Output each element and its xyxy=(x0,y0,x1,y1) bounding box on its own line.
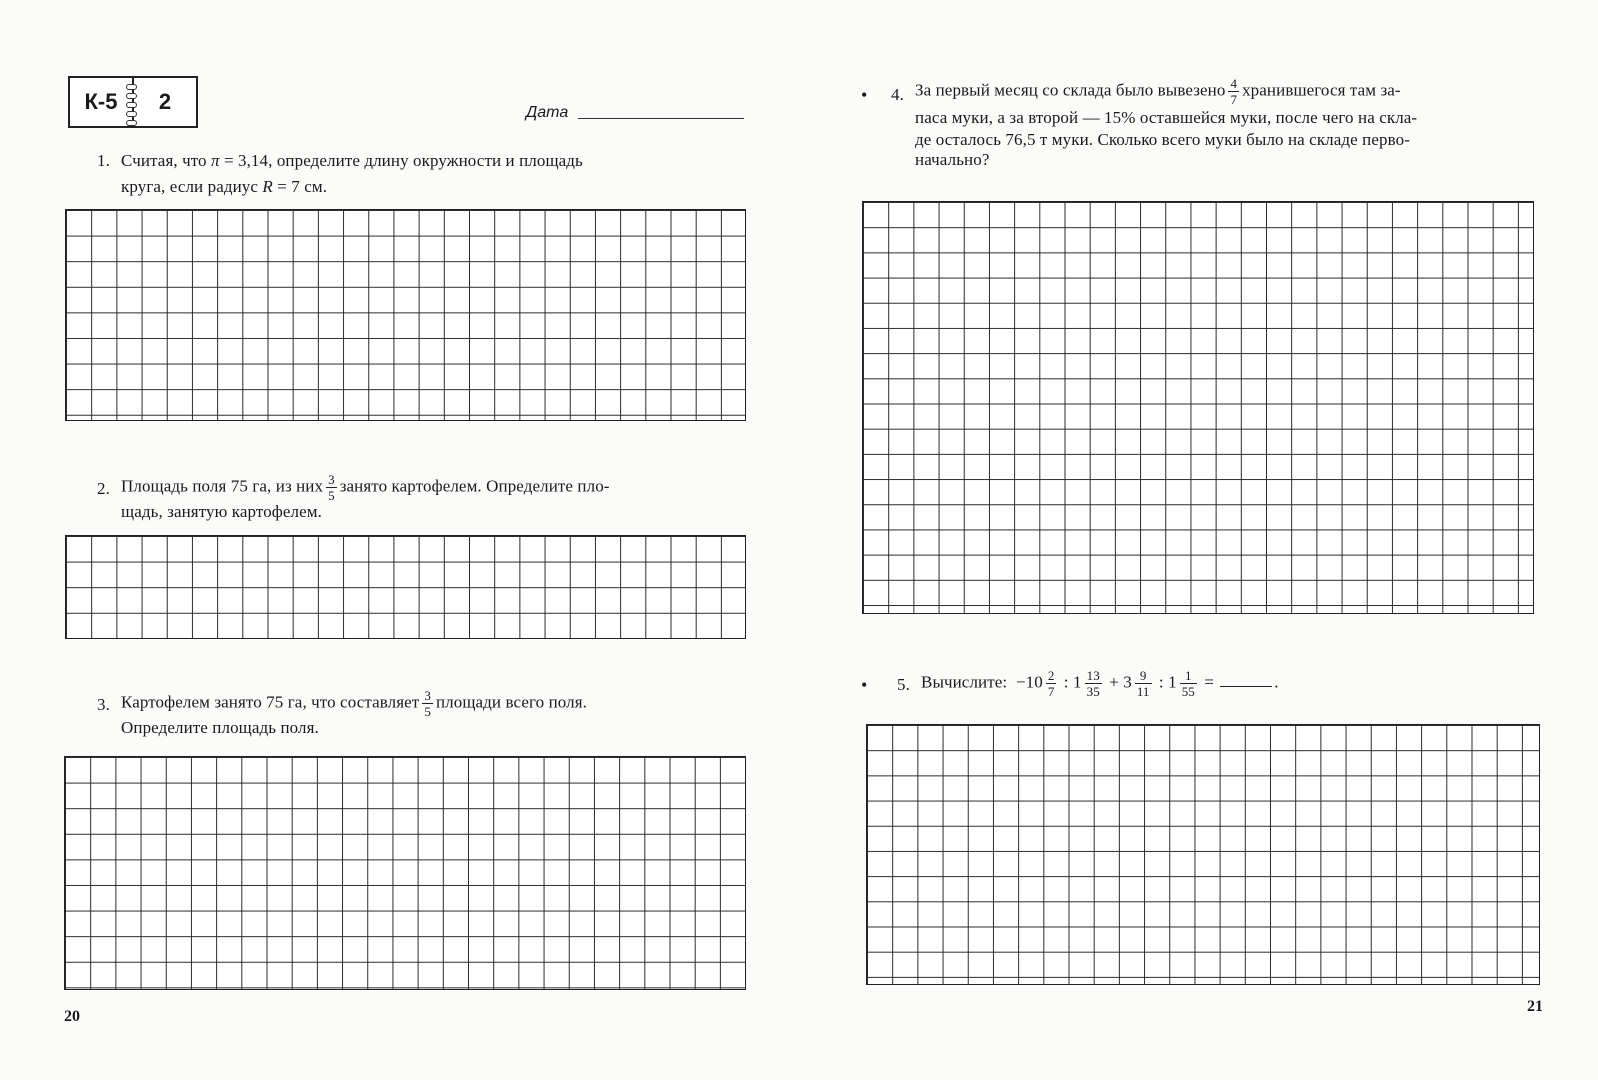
task-number: 2. xyxy=(97,479,110,498)
fraction: $\frac{1}{55}$ xyxy=(1181,668,1195,699)
task-text-line: щадь, занятую картофелем. xyxy=(121,502,322,521)
test-code: К-5 xyxy=(70,78,134,126)
fraction: $\frac{2}{7}$ xyxy=(1047,668,1055,699)
task-3 xyxy=(97,688,751,741)
fraction: $\frac{3}{5}$ xyxy=(424,688,431,719)
answer-grid-2[interactable] xyxy=(65,535,746,639)
task-2 xyxy=(97,472,751,525)
task-text-line: Площадь поля 75 га, из них $\frac{3}{5}$ занято картофелем. Определите пло- xyxy=(121,472,610,503)
page-number-left: 20 xyxy=(64,1008,80,1025)
task-text-line: круга, если радиус R = 7 см. xyxy=(121,177,328,196)
expression: Вычислите: −10 $\frac{2}{7}$ : 1 $\frac{13}{35}$ + 3 $\frac{9}{11}$ : 1 $\frac{1}{55}$ = . xyxy=(921,668,1279,699)
task-number: 1. xyxy=(97,151,110,170)
answer-grid-1[interactable] xyxy=(65,209,746,421)
task-text-line: Определите площадь поля. xyxy=(121,718,319,737)
task-number: 3. xyxy=(97,695,110,714)
test-badge xyxy=(68,76,198,128)
page-number-right: 21 xyxy=(1527,998,1543,1015)
task-text-line: За первый месяц со склада было вывезено $\frac{4}{7}$ хранившегося там за- xyxy=(915,76,1401,107)
task-number: 5. xyxy=(897,675,910,694)
task-text-line: Картофелем занято 75 га, что составляет $\frac{3}{5}$ площади всего поля. xyxy=(121,688,588,719)
task-text-line: паса муки, а за второй — 15% оставшейся муки, после чего на скла- xyxy=(915,108,1418,127)
fraction: $\frac{9}{11}$ xyxy=(1136,668,1150,699)
task-5 xyxy=(861,668,1541,699)
task-1 xyxy=(97,148,751,200)
task-text-line: Считая, что π = 3,14, определите длину окружности и площадь xyxy=(121,151,583,170)
answer-grid-5[interactable] xyxy=(866,724,1540,985)
variant-number: 2 xyxy=(158,89,172,114)
answer-grid-3[interactable] xyxy=(64,756,746,990)
task-number: 4. xyxy=(891,85,904,104)
date-label: Дата xyxy=(526,104,569,121)
bullet-icon: • xyxy=(861,675,868,695)
answer-blank[interactable] xyxy=(1220,686,1272,687)
fraction: $\frac{4}{7}$ xyxy=(1230,76,1238,107)
task-text-line: начально? xyxy=(915,150,990,169)
fraction: $\frac{13}{35}$ xyxy=(1086,668,1100,699)
bullet-icon: • xyxy=(861,85,868,105)
task-4 xyxy=(861,76,1535,173)
answer-grid-4[interactable] xyxy=(862,201,1534,614)
task-text-line: де осталось 76,5 т муки. Сколько всего муки было на складе перво- xyxy=(915,130,1410,149)
spiral-binding-icon xyxy=(126,84,136,120)
date-field[interactable] xyxy=(578,118,744,119)
fraction: $\frac{3}{5}$ xyxy=(328,472,335,503)
right-page xyxy=(800,0,1598,1080)
